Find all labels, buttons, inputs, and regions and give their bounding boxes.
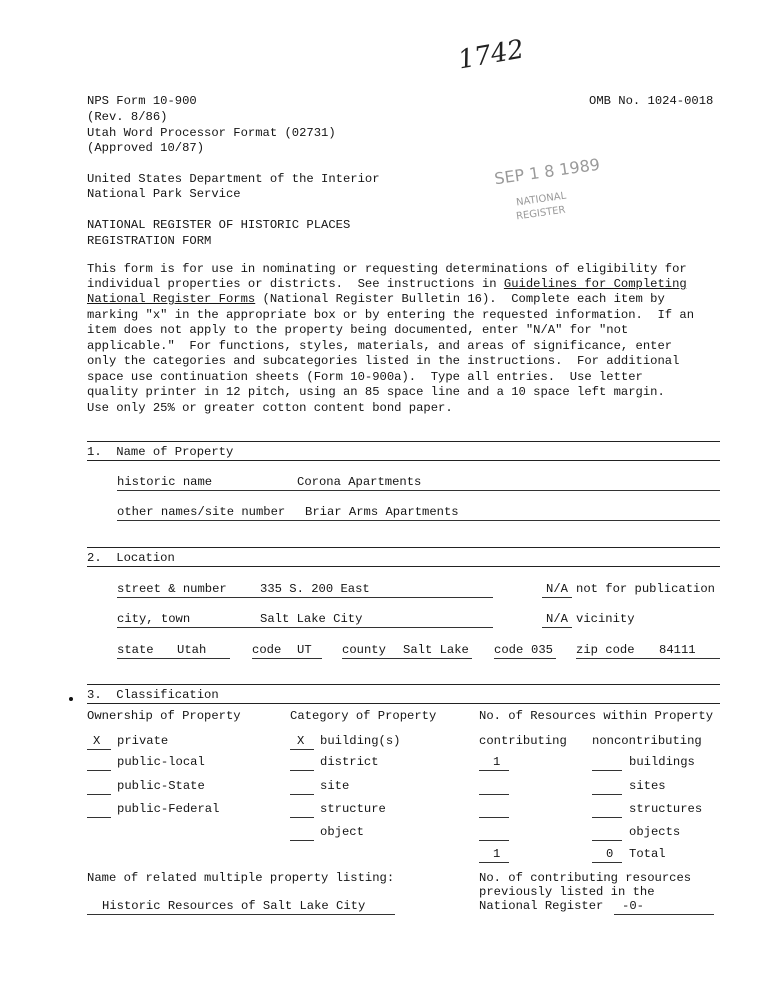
instructions-text: (National Register Bulletin 16). Complete each item by [255, 292, 665, 306]
category-object-label: object [320, 825, 364, 839]
category-checkbox-line[interactable] [290, 840, 314, 841]
resources-total-contributing: 1 [493, 847, 501, 861]
multiple-listing-label: Name of related multiple property listing: [87, 871, 395, 885]
category-building-mark: X [297, 734, 305, 748]
guidelines-reference-cont: National Register Forms [87, 292, 256, 306]
previously-listed-label-1: No. of contributing resources [479, 871, 692, 885]
zip-value: 84111 [659, 643, 696, 657]
previously-listed-label-2: previously listed in the [479, 885, 655, 899]
category-structure-label: structure [320, 802, 386, 816]
zip-label: zip code [576, 643, 635, 657]
instructions-text: individual properties or districts. See instructions in [87, 277, 504, 291]
instructions-line-9: quality printer in 12 pitch, using an 85 space line and a 10 space left margin. [87, 385, 665, 399]
state-line [117, 658, 230, 659]
section-3-heading: 3. Classification [87, 688, 219, 702]
multiple-listing-line [87, 914, 395, 915]
handwritten-number: 1742 [455, 34, 527, 76]
instructions-line-6: applicable." For functions, styles, materials, and areas of significance, enter [87, 339, 673, 353]
category-checkbox-line[interactable] [290, 794, 314, 795]
multiple-listing-value: Historic Resources of Salt Lake City [102, 899, 366, 913]
previously-listed-line [614, 914, 714, 915]
form-number: NPS Form 10-900 [87, 94, 197, 108]
other-names-line [117, 520, 720, 521]
ownership-public-federal-label: public-Federal [117, 802, 220, 816]
resources-structures-label: structures [629, 802, 703, 816]
ownership-private-mark: X [93, 734, 101, 748]
resources-sites-label: sites [629, 779, 666, 793]
street-label: street & number [117, 582, 227, 596]
state-value: Utah [177, 643, 207, 657]
ownership-checkbox-line[interactable] [87, 817, 111, 818]
county-code-value: 035 [531, 643, 553, 657]
ownership-checkbox-line[interactable] [87, 749, 111, 750]
historic-name-label: historic name [117, 475, 213, 489]
ownership-private-label: private [117, 734, 169, 748]
historic-name-value: Corona Apartments [297, 475, 422, 489]
category-district-label: district [320, 755, 379, 769]
ownership-header: Ownership of Property [87, 709, 241, 723]
state-code-line [252, 658, 322, 659]
form-format: Utah Word Processor Format (02731) [87, 126, 336, 140]
not-for-publication-line [542, 597, 572, 598]
instructions-line-10: Use only 25% or greater cotton content bond paper. [87, 401, 453, 415]
city-value: Salt Lake City [260, 612, 363, 626]
not-for-publication-label: not for publication [576, 582, 715, 596]
resources-total-noncontributing: 0 [606, 847, 614, 861]
category-checkbox-line[interactable] [290, 817, 314, 818]
service: National Park Service [87, 187, 241, 201]
vicinity-mark: N/A [546, 612, 568, 626]
noncontributing-line[interactable] [592, 862, 622, 863]
section-rule [87, 547, 720, 548]
noncontributing-line[interactable] [592, 817, 622, 818]
ownership-public-local-label: public-local [117, 755, 205, 769]
department: United States Department of the Interior [87, 172, 380, 186]
category-header: Category of Property [290, 709, 437, 723]
received-stamp-line2: REGISTER [515, 204, 567, 223]
historic-name-line [117, 490, 720, 491]
resources-buildings-label: buildings [629, 755, 695, 769]
section-rule [87, 566, 720, 567]
previously-listed-value: -0- [622, 899, 644, 913]
category-site-label: site [320, 779, 350, 793]
contributing-header: contributing [479, 734, 567, 748]
contributing-line[interactable] [479, 794, 509, 795]
form-title-line2: REGISTRATION FORM [87, 234, 212, 248]
contributing-line[interactable] [479, 817, 509, 818]
form-revision: (Rev. 8/86) [87, 110, 168, 124]
category-building-label: building(s) [320, 734, 401, 748]
resources-objects-label: objects [629, 825, 681, 839]
ownership-checkbox-line[interactable] [87, 770, 111, 771]
ownership-checkbox-line[interactable] [87, 794, 111, 795]
city-label: city, town [117, 612, 191, 626]
instructions-line-7: only the categories and subcategories listed in the instructions. For additional [87, 354, 680, 368]
section-rule [87, 703, 720, 704]
city-line [117, 627, 493, 628]
section-rule [87, 684, 720, 685]
county-code-line [494, 658, 556, 659]
section-2-heading: 2. Location [87, 551, 175, 565]
state-label: state [117, 643, 154, 657]
received-stamp-line1: NATIONAL [515, 190, 567, 209]
street-value: 335 S. 200 East [260, 582, 370, 596]
margin-dot [69, 697, 73, 701]
not-for-publication-mark: N/A [546, 582, 568, 596]
county-value: Salt Lake [403, 643, 469, 657]
guidelines-reference: Guidelines for Completing [503, 277, 687, 291]
county-line [342, 658, 472, 659]
vicinity-line [542, 627, 572, 628]
form-approved: (Approved 10/87) [87, 141, 205, 155]
received-stamp-date: SEP 1 8 1989 [493, 154, 602, 189]
instructions-line-4: marking "x" in the appropriate box or by entering the requested information. If an [87, 308, 695, 322]
other-names-label: other names/site number [117, 505, 286, 519]
instructions-line-3 [87, 292, 665, 307]
state-code-value: UT [297, 643, 312, 657]
noncontributing-header: noncontributing [592, 734, 702, 748]
instructions-line-1: This form is for use in nominating or requesting determinations of eligibility for [87, 262, 687, 276]
instructions-line-5: item does not apply to the property being documented, enter "N/A" for "not [87, 323, 629, 337]
section-rule [87, 460, 720, 461]
instructions-line-2 [87, 277, 687, 292]
noncontributing-line[interactable] [592, 794, 622, 795]
county-label: county [342, 643, 386, 657]
county-code-label: code [494, 643, 524, 657]
instructions-line-8: space use continuation sheets (Form 10-900a). Type all entries. Use letter [87, 370, 643, 384]
section-1-heading: 1. Name of Property [87, 445, 234, 459]
contributing-line[interactable] [479, 862, 509, 863]
resources-buildings-contributing: 1 [493, 755, 501, 769]
resources-header: No. of Resources within Property [479, 709, 714, 723]
other-names-value: Briar Arms Apartments [305, 505, 459, 519]
zip-line [576, 658, 720, 659]
form-title-line1: NATIONAL REGISTER OF HISTORIC PLACES [87, 218, 351, 232]
state-code-label: code [252, 643, 282, 657]
noncontributing-line[interactable] [592, 770, 622, 771]
contributing-line[interactable] [479, 840, 509, 841]
section-rule [87, 441, 720, 442]
category-checkbox-line[interactable] [290, 749, 314, 750]
ownership-public-state-label: public-State [117, 779, 205, 793]
vicinity-label: vicinity [576, 612, 635, 626]
category-checkbox-line[interactable] [290, 770, 314, 771]
noncontributing-line[interactable] [592, 840, 622, 841]
omb-number: OMB No. 1024-0018 [589, 94, 714, 108]
contributing-line[interactable] [479, 770, 509, 771]
street-line [117, 597, 493, 598]
previously-listed-label-3: National Register [479, 899, 604, 913]
resources-total-label: Total [629, 847, 666, 861]
